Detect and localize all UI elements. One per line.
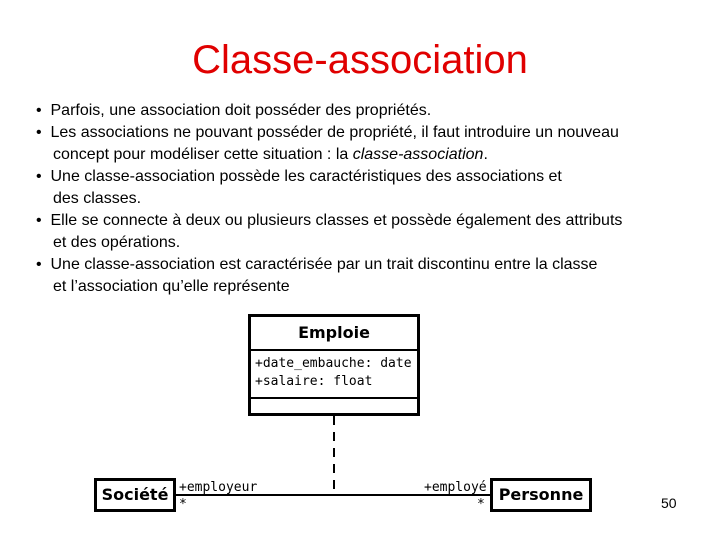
bullet-text: Une classe-association possède les caractéristiques des associations et (50, 168, 562, 185)
emphasized-term: classe-association (352, 146, 484, 163)
role-employeur: +employeur (179, 480, 258, 495)
multiplicity-left: * (179, 497, 187, 512)
bullet-continuation: et l’association qu’elle représente (53, 278, 290, 295)
class-societe: Société (94, 478, 176, 512)
association-class-emploie (248, 314, 420, 416)
bullet-text: Elle se connecte à deux ou plusieurs classes et possède également des attributs (50, 212, 623, 229)
bullet-text-part: . (483, 146, 488, 163)
bullet-continuation: des classes. (53, 190, 142, 207)
multiplicity-right: * (477, 497, 485, 512)
bullet-text-part: concept pour modéliser cette situation : la (53, 146, 353, 163)
attribute: +date_embauche: date (255, 356, 412, 371)
class-attributes (251, 351, 417, 399)
bullet-text: Les associations ne pouvant posséder de propriété, il faut introduire un nouveau (50, 124, 619, 141)
class-personne: Personne (490, 478, 592, 512)
class-name: Emploie (251, 317, 417, 351)
attribute: +salaire: float (255, 374, 373, 389)
slide-title: Classe-association (192, 38, 528, 82)
page-number: 50 (661, 495, 677, 511)
bullet-text: Une classe-association est caractérisée par un trait discontinu entre la classe (50, 256, 598, 273)
bullet-text: Parfois, une association doit posséder des propriétés. (50, 102, 432, 119)
bullet-continuation: et des opérations. (53, 234, 181, 251)
role-employe: +employé (424, 480, 487, 495)
